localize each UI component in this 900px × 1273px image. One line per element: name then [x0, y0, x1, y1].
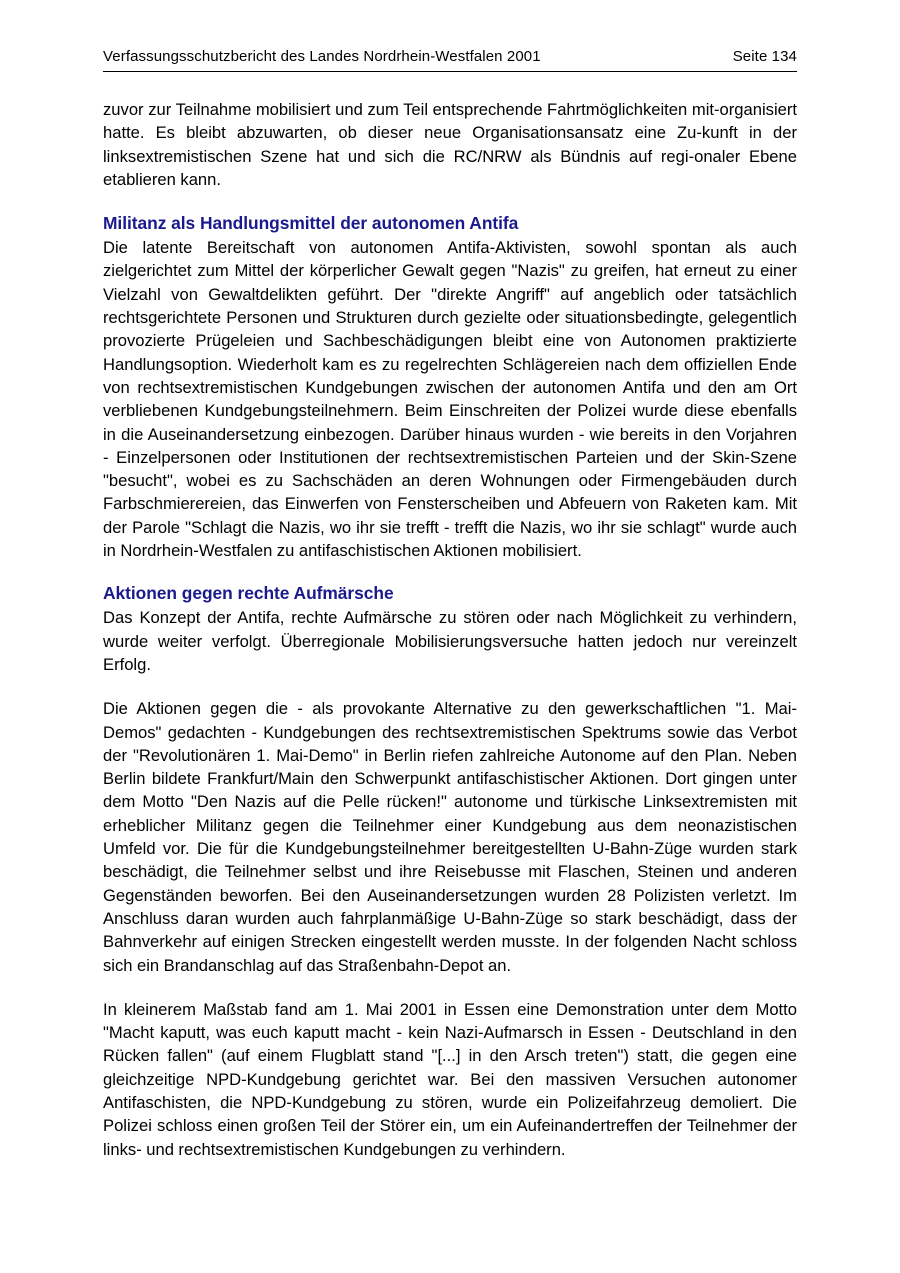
- paragraph-konzept: Das Konzept der Antifa, rechte Aufmärsche zu stören oder nach Möglichkeit zu verhindern, wurde weiter verfolgt. Überregionale Mobilisierungsversuche hatten jedoch nur vereinzelt Erfolg.: [103, 608, 797, 674]
- paragraph-essen: In kleinerem Maßstab fand am 1. Mai 2001 in Essen eine Demonstration unter dem Motto "Macht kaputt, was euch kaputt macht - kein Nazi-Aufmarsch in Essen - Deutschland in den Rücken fallen" (auf einem Flugblatt stand "[...] in den Arsch treten") statt, die gegen eine gleichzeitige NPD-Kundgebung gerichtet war. Bei den massiven Versuchen autonomer Antifaschisten, die NPD-Kundgebung zu stören, wurde ein Polizeifahrzeug demoliert. Die Polizei schloss einen großen Teil der Störer ein, um ein Aufeinandertreffen der Teilnehmer der links- und rechtsextremistischen Kundgebungen zu verhindern.: [103, 999, 797, 1159]
- page-content: [103, 47, 797, 1161]
- heading-militanz: Militanz als Handlungsmittel der autonomen Antifa: [103, 213, 519, 234]
- header-divider: [103, 71, 797, 72]
- paragraph-militanz: Die latente Bereitschaft von autonomen Antifa-Aktivisten, sowohl spontan als auch zielgerichtet zum Mittel der körperlicher Gewalt gegen "Nazis" zu greifen, hat erneut zu einer Vielzahl von Gewaltdelikten geführt. Der "direkte Angriff" auf angeblich oder tatsächlich rechtsgerichtete Personen und Strukturen durch gezielte oder situationsbedingte, gelegentlich provozierte Prügeleien und Sachbeschädigungen bleibt eine von Autonomen praktizierte Handlungsoption. Wiederholt kam es zu regelrechten Schlägereien nach dem offiziellen Ende von rechtsextremistischen Kundgebungen zwischen der autonomen Antifa und den am Ort verbliebenen Kundgebungsteilnehmern. Beim Einschreiten der Polizei wurde diese ebenfalls in die Auseinandersetzung einbezogen. Darüber hinaus wurden - wie bereits in den Vorjahren - Einzelpersonen oder Institutionen der rechtsextremistischen Parteien und der Skin-Szene "besucht", wobei es zu Sachschäden an deren Wohnungen oder Firmengebäuden durch Farbschmierereien, das Einwerfen von Fensterscheiben und Abfeuern von Raketen kam. Mit der Parole "Schlagt die Nazis, wo ihr sie trefft - trefft die Nazis, wo ihr sie schlagt" wurde auch in Nordrhein-Westfalen zu antifaschistischen Aktionen mobilisiert.: [103, 238, 797, 561]
- heading-aktionen: Aktionen gegen rechte Aufmärsche: [103, 583, 394, 604]
- header-page-number: Seite 134: [732, 48, 797, 65]
- running-header: [103, 47, 797, 71]
- paragraph-aktionen: Die Aktionen gegen die - als provokante Alternative zu den gewerkschaftlichen "1. Mai-Demos" gedachten - Kundgebungen des rechtsextremistischen Spektrums sowie das Verbot der "Revolutionären 1. Mai-Demo" in Berlin riefen zahlreiche Autonome auf den Plan. Neben Berlin bildete Frankfurt/Main den Schwerpunkt antifaschistischer Aktionen. Dort gingen unter dem Motto "Den Nazis auf die Pelle rücken!" autonome und türkische Linksextremisten mit erheblicher Militanz gegen die Teilnehmer einer Kundgebung aus dem neonazistischen Umfeld vor. Die für die Kundgebungsteilnehmer bereitgestellten U-Bahn-Züge wurden stark beschädigt, die Teilnehmer selbst und ihre Reisebusse mit Flaschen, Steinen und anderen Gegenständen beworfen. Bei den Auseinandersetzungen wurden 28 Polizisten verletzt. Im Anschluss daran wurden auch fahrplanmäßige U-Bahn-Züge so stark beschädigt, dass der Bahnverkehr auf einigen Strecken eingestellt werden musste. In der folgenden Nacht schloss sich ein Brandanschlag auf das Straßenbahn-Depot an.: [103, 699, 797, 975]
- paragraph-intro: zuvor zur Teilnahme mobilisiert und zum Teil entsprechende Fahrtmöglichkeiten mit-organisiert hatte. Es bleibt abzuwarten, ob dieser neue Organisationsansatz eine Zu-kunft in der linksextremistischen Szene hat und sich die RC/NRW als Bündnis auf regi-onaler Ebene etablieren kann.: [103, 100, 797, 189]
- header-document-title: Verfassungsschutzbericht des Landes Nordrhein-Westfalen 2001: [103, 48, 541, 65]
